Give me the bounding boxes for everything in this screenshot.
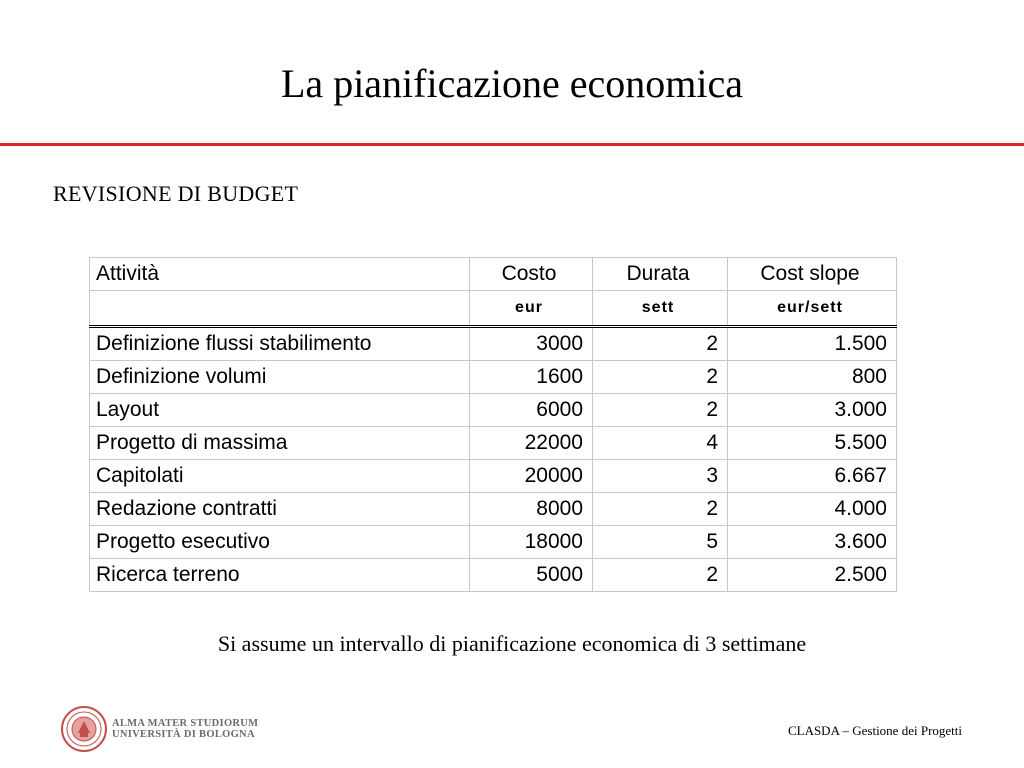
table-row [90,526,897,559]
section-heading: REVISIONE DI BUDGET [53,181,299,206]
cost-cell: 6000 [470,394,593,427]
slide-title: La pianificazione economica [281,61,743,106]
logo-line-2: UNIVERSITÀ DI BOLOGNA [112,729,255,740]
cost-cell: 20000 [470,460,593,493]
header-cell-cost: Costo [470,258,593,291]
table-row [90,559,897,592]
duration-cell: 2 [593,327,728,361]
footer-course-label: CLASDA – Gestione dei Progetti [787,723,962,738]
cost-slope-cell: 3.000 [728,394,897,427]
cost-cell: 18000 [470,526,593,559]
activity-cell: Redazione contratti [90,493,470,526]
table-row [90,427,897,460]
unit-cell-duration: sett [593,291,728,327]
budget-table [89,257,897,592]
activity-cell: Capitolati [90,460,470,493]
activity-cell: Ricerca terreno [90,559,470,592]
duration-cell: 2 [593,559,728,592]
university-logo [60,704,258,754]
cost-slope-cell: 4.000 [728,493,897,526]
activity-cell: Definizione volumi [90,361,470,394]
header-cell-activity: Attività [90,258,470,291]
cost-cell: 8000 [470,493,593,526]
cost-slope-cell: 5.500 [728,427,897,460]
unit-cell-activity [90,291,470,327]
unit-cell-cost: eur [470,291,593,327]
table-units-row [90,291,897,327]
unit-cell-cost-slope: eur/sett [728,291,897,327]
cost-slope-cell: 3.600 [728,526,897,559]
cost-cell: 3000 [470,327,593,361]
cost-cell: 1600 [470,361,593,394]
university-seal-icon [60,705,108,753]
table-row [90,493,897,526]
table-row [90,327,897,361]
table-header-row [90,258,897,291]
duration-cell: 2 [593,493,728,526]
duration-cell: 2 [593,394,728,427]
cost-slope-cell: 6.667 [728,460,897,493]
title-divider [0,143,1024,146]
activity-cell: Progetto di massima [90,427,470,460]
cost-slope-cell: 1.500 [728,327,897,361]
duration-cell: 3 [593,460,728,493]
cost-slope-cell: 2.500 [728,559,897,592]
duration-cell: 2 [593,361,728,394]
cost-cell: 22000 [470,427,593,460]
table-row [90,460,897,493]
planning-interval-note: Si assume un intervallo di pianificazione economica di 3 settimane [217,631,807,656]
duration-cell: 5 [593,526,728,559]
table-row [90,361,897,394]
activity-cell: Progetto esecutivo [90,526,470,559]
header-cell-cost-slope: Cost slope [728,258,897,291]
header-cell-duration: Durata [593,258,728,291]
activity-cell: Definizione flussi stabilimento [90,327,470,361]
duration-cell: 4 [593,427,728,460]
logo-line-1: ALMA MATER STUDIORUM [112,718,259,729]
cost-cell: 5000 [470,559,593,592]
cost-slope-cell: 800 [728,361,897,394]
activity-cell: Layout [90,394,470,427]
table-row [90,394,897,427]
